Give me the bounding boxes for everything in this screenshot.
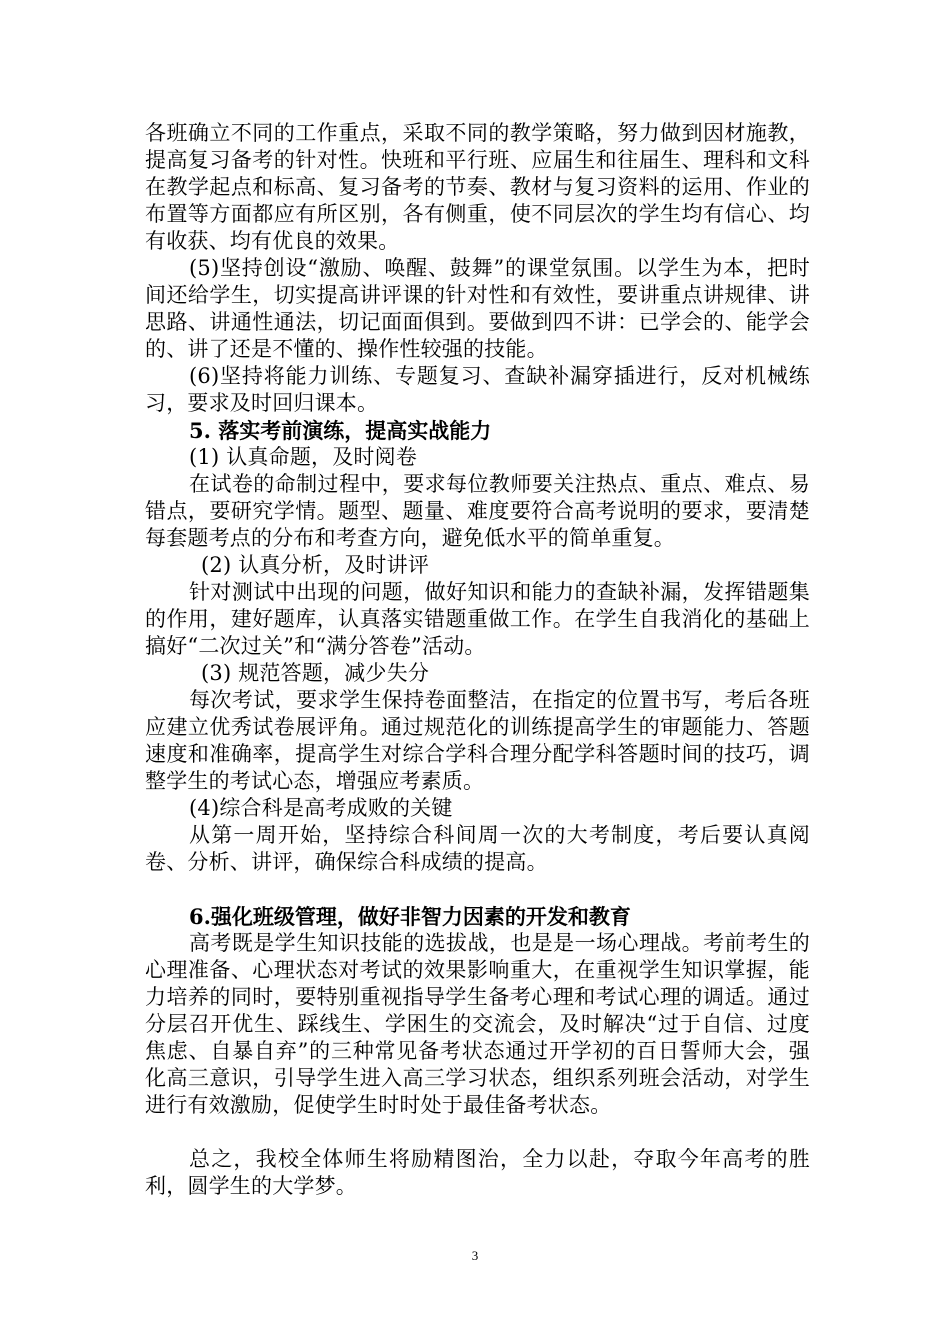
paragraph-exam-design: 在试卷的命制过程中，要求每位教师要关注热点、重点、难点、易错点，要研究学情。题型、题量、难度要符合高考说明的要求，要清楚每套题考点的分布和考查方向，避免低水平的简单重复。 [145,472,810,550]
subheading-4: (4)综合科是高考成败的关键 [189,796,453,820]
subheading-2: (2) 认真分析，及时讲评 [201,553,430,577]
page-number: 3 [471,1248,479,1263]
subheading-3: (3) 规范答题，减少失分 [201,661,430,685]
paragraph-item-6: (6)坚持将能力训练、专题复习、查缺补漏穿插进行，反对机械练习，要求及时回归课本。 [145,364,810,415]
section-heading-6: 6.强化班级管理，做好非智力因素的开发和教育 [189,904,631,929]
paragraph-class-strategy: 各班确立不同的工作重点，采取不同的教学策略，努力做到因材施教，提高复习备考的针对性。快班和平行班、应届生和往届生、理科和文科在教学起点和标高、复习备考的节奏、教材与复习资料的运用、作业的布置等方面都应有所区别，各有侧重，使不同层次的学生均有信心、均有收获、均有优良的效果。 [145,121,810,253]
paragraph-item-5: (5)坚持创设“激励、唤醒、鼓舞”的课堂氛围。以学生为本，把时间还给学生，切实提高讲评课的针对性和有效性，要讲重点讲规律、讲思路、讲通性通法，切记面面俱到。要做到四不讲：已学会的、能学会的、讲了还是不懂的、操作性较强的技能。 [145,256,810,361]
paragraph-answer-standard: 每次考试，要求学生保持卷面整洁，在指定的位置书写，考后各班应建立优秀试卷展评角。通过规范化的训练提高学生的审题能力、答题速度和准确率，提高学生对综合学科合理分配学科答题时间的技巧，调整学生的考试心态，增强应考素质。 [145,688,810,793]
paragraph-spacer [145,1119,810,1146]
paragraph-conclusion: 总之，我校全体师生将励精图治，全力以赴，夺取今年高考的胜利，圆学生的大学梦。 [145,1147,810,1198]
section-heading-5: 5. 落实考前演练，提高实战能力 [189,418,492,443]
paragraph-analysis: 针对测试中出现的问题，做好知识和能力的查缺补漏，发挥错题集的作用，建好题库，认真落实错题重做工作。在学生自我消化的基础上搞好“二次过关”和“满分答卷”活动。 [145,580,810,658]
paragraph-psychology: 高考既是学生知识技能的选拔战，也是是一场心理战。考前考生的心理准备、心理状态对考试的效果影响重大，在重视学生知识掌握，能力培养的同时，要特别重视指导学生备考心理和考试心理的调适。通过分层召开优生、踩线生、学困生的交流会，及时解决“过于自信、过度焦虑、自暴自弃”的三种常见备考状态通过开学初的百日誓师大会，强化高三意识，引导学生进入高三学习状态，组织系列班会活动，对学生进行有效激励，促使学生时时处于最佳备考状态。 [145,931,810,1117]
subheading-1: (1) 认真命题，及时阅卷 [189,445,418,469]
paragraph-comprehensive: 从第一周开始，坚持综合科间周一次的大考制度，考后要认真阅卷、分析、讲评，确保综合科成绩的提高。 [145,823,810,874]
document-page [145,120,810,1200]
